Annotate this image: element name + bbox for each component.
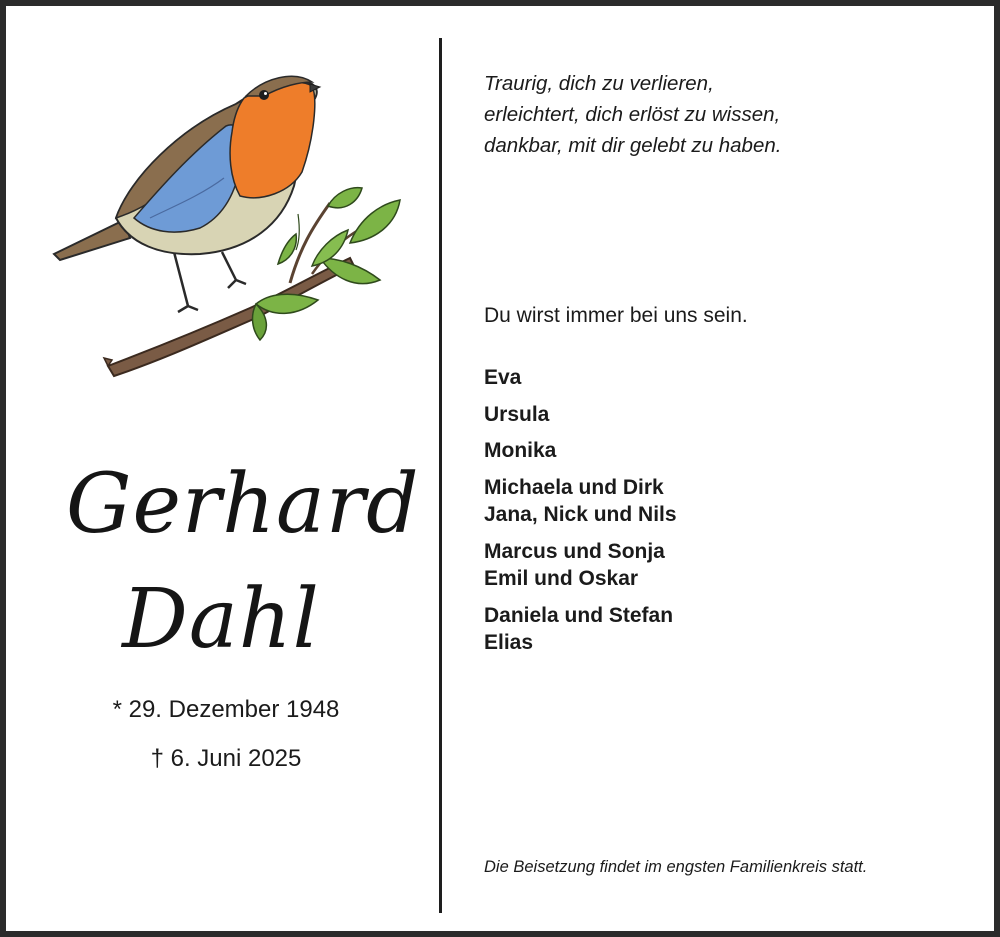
memorial-verse bbox=[484, 68, 781, 161]
mourners-list bbox=[484, 364, 677, 666]
vertical-divider bbox=[439, 38, 442, 913]
deceased-first-name: Gerhard bbox=[66, 457, 420, 552]
mourner-name: Daniela und Stefan bbox=[484, 603, 674, 627]
mourner-name: Eva bbox=[484, 366, 522, 389]
mourner-group bbox=[484, 474, 677, 529]
mourner-name: Marcus und Sonja bbox=[484, 539, 665, 563]
mourner-name: Elias bbox=[484, 631, 534, 654]
verse-line: erleichtert, dich erlöst zu wissen, bbox=[484, 103, 781, 126]
robin-on-branch-icon bbox=[50, 68, 404, 380]
verse-line: dankbar, mit dir gelebt zu haben. bbox=[484, 134, 782, 157]
death-date: † 6. Juni 2025 bbox=[150, 745, 302, 772]
birth-date: * 29. Dezember 1948 bbox=[112, 696, 340, 723]
deceased-last-name: Dahl bbox=[122, 572, 320, 667]
mourner-group bbox=[484, 602, 677, 657]
mourner-group bbox=[484, 437, 677, 465]
mourner-name: Jana, Nick und Nils bbox=[484, 503, 677, 526]
burial-notice: Die Beisetzung findet im engsten Familienkreis statt. bbox=[484, 858, 868, 876]
mourner-name: Michaela und Dirk bbox=[484, 475, 664, 499]
mourner-name: Emil und Oskar bbox=[484, 567, 639, 590]
mourner-name: Ursula bbox=[484, 402, 550, 426]
tagline: Du wirst immer bei uns sein. bbox=[484, 304, 748, 327]
mourner-group bbox=[484, 401, 677, 429]
mourner-name: Monika bbox=[484, 439, 557, 462]
mourner-group bbox=[484, 538, 677, 593]
verse-line: Traurig, dich zu verlieren, bbox=[484, 72, 714, 95]
mourner-group bbox=[484, 364, 677, 392]
